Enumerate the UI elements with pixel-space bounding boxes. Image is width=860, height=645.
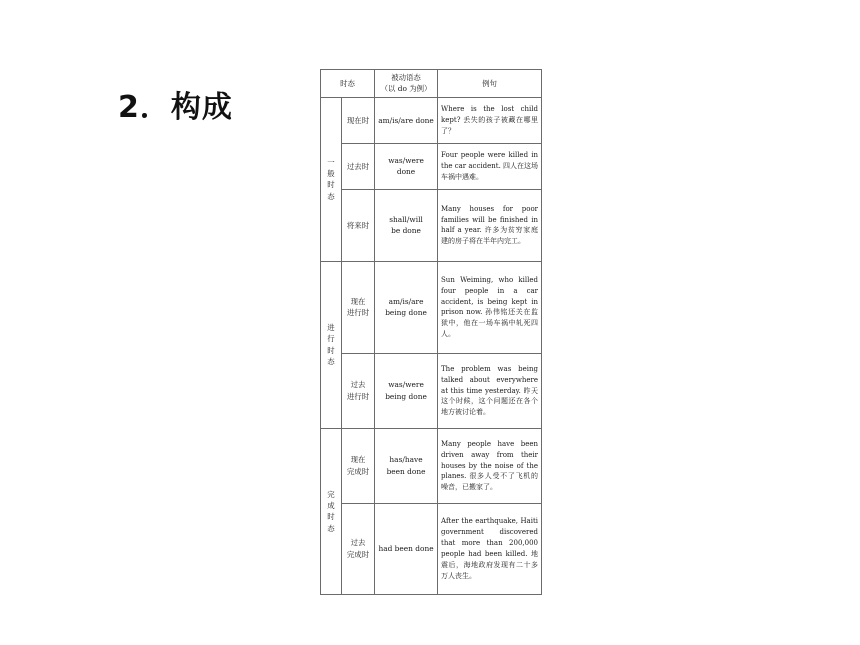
- tense-cell: 现在时: [342, 97, 375, 143]
- tense-cell: 过去 完成时: [342, 503, 375, 594]
- example-cell: Many houses for poor families will be finished in half a year. 许多为贫穷家庭建的房子将在半年内完工。: [438, 189, 542, 261]
- table-row: [321, 189, 542, 261]
- table-row: [321, 428, 542, 503]
- tense-cell: 现在 进行时: [342, 261, 375, 353]
- passive-form-cell: was/were done: [375, 143, 438, 189]
- passive-form-cell: am/is/are done: [375, 97, 438, 143]
- example-cell: Many people have been driven away from their houses by the noise of the planes. 很多人受不了飞机的噪音，已搬家了。: [438, 428, 542, 503]
- passive-form-cell: am/is/are being done: [375, 261, 438, 353]
- passive-form-cell: has/have been done: [375, 428, 438, 503]
- table-header-row: [321, 70, 542, 98]
- passive-form-cell: shall/will be done: [375, 189, 438, 261]
- example-cell: Sun Weiming, who killed four people in a car accident, is being kept in prison now. 孙伟铭还关在监狱中，他在一场车祸中轧死四人。: [438, 261, 542, 353]
- table-row: [321, 503, 542, 594]
- header-example: 例句: [438, 70, 542, 98]
- table-row: [321, 261, 542, 353]
- table-row: [321, 143, 542, 189]
- example-cell: After the earthquake, Haiti government discovered that more than 200,000 people had been killed. 地震后，海地政府发现有二十多万人丧生。: [438, 503, 542, 594]
- tense-group-label: 一般 时态: [321, 97, 342, 261]
- example-cell: Four people were killed in the car accident. 四人在这场车祸中遇难。: [438, 143, 542, 189]
- header-voice-line2: （以 do 为例）: [380, 84, 432, 94]
- tense-cell: 现在 完成时: [342, 428, 375, 503]
- passive-form-cell: had been done: [375, 503, 438, 594]
- tense-cell: 过去时: [342, 143, 375, 189]
- section-heading: 2．构成: [118, 90, 233, 125]
- header-passive-voice: [375, 70, 438, 98]
- tense-cell: 过去 进行时: [342, 353, 375, 428]
- header-tense: 时态: [321, 70, 375, 98]
- tense-group-label: 进行 时态: [321, 261, 342, 428]
- example-cell: The problem was being talked about everywhere at this time yesterday. 昨天这个时候，这个问题还在各个地方被讨论着。: [438, 353, 542, 428]
- tense-group-label: 完成 时态: [321, 428, 342, 594]
- table-row: [321, 353, 542, 428]
- passive-form-cell: was/were being done: [375, 353, 438, 428]
- tense-cell: 将来时: [342, 189, 375, 261]
- example-cell: Where is the lost child kept? 丢失的孩子被藏在哪里了？: [438, 97, 542, 143]
- passive-voice-table: [320, 69, 542, 595]
- table-row: [321, 97, 542, 143]
- header-voice-line1: 被动语态: [391, 73, 421, 82]
